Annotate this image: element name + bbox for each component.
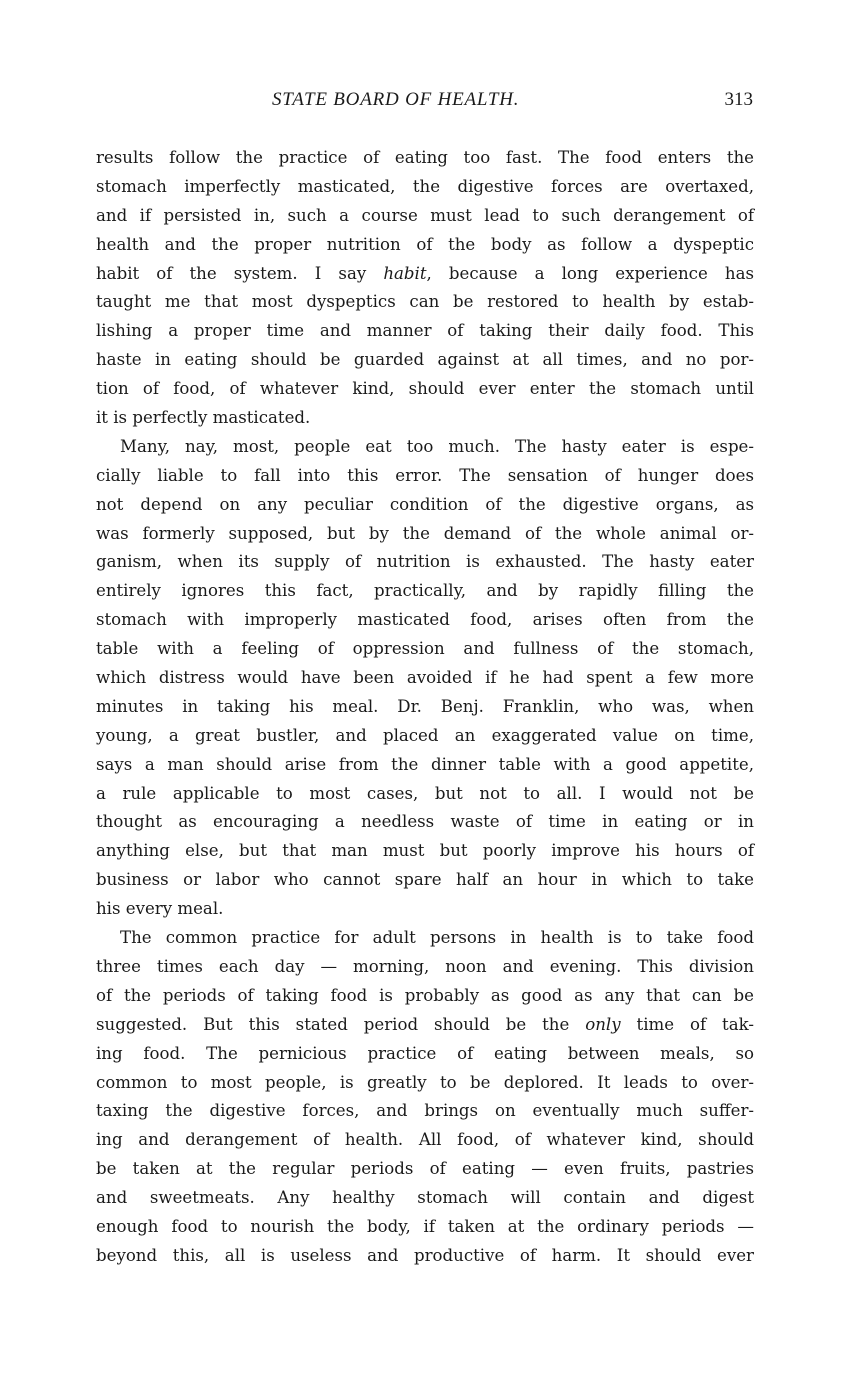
text-line: cially liable to fall into this error. The sensation of hunger does: [96, 465, 754, 485]
text-line: it is perfectly masticated.: [96, 408, 311, 428]
text-line: haste in eating should be guarded against at all times, and no por-: [96, 350, 754, 370]
text-line: a rule applicable to most cases, but not to all. I would not be: [96, 783, 754, 803]
text-line: taught me that most dyspeptics can be restored to health by estab-: [96, 292, 754, 312]
text-line: habit of the system. I say habit, because a long experience has: [96, 263, 754, 283]
text-line: three times each day — morning, noon and evening. This division: [96, 956, 754, 976]
text-line: says a man should arise from the dinner table with a good appetite,: [96, 754, 754, 774]
text-line: lishing a proper time and manner of taking their daily food. This: [96, 321, 754, 341]
text-line: was formerly supposed, but by the demand of the whole animal or-: [96, 523, 754, 543]
text-line: his every meal.: [96, 899, 224, 919]
text-line: Many, nay, most, people eat too much. The hasty eater is espe-: [120, 436, 754, 456]
text-line: ing and derangement of health. All food, of whatever kind, should: [96, 1130, 754, 1150]
text-line: business or labor who cannot spare half an hour in which to take: [96, 870, 754, 890]
text-line: tion of food, of whatever kind, should ever enter the stomach until: [96, 379, 754, 399]
paragraph: [96, 433, 754, 924]
text-line: entirely ignores this fact, practically, and by rapidly filling the: [96, 581, 754, 601]
text-line: and if persisted in, such a course must lead to such derangement of: [96, 205, 754, 225]
text-line: common to most people, is greatly to be deplored. It leads to over-: [96, 1072, 754, 1092]
text-line: ing food. The pernicious practice of eating between meals, so: [96, 1043, 754, 1063]
text-line: enough food to nourish the body, if taken at the ordinary periods —: [96, 1216, 754, 1236]
text-line: health and the proper nutrition of the body as follow a dyspeptic: [96, 234, 754, 254]
page-number: 313: [724, 89, 753, 110]
paragraph: [96, 144, 754, 433]
text-line: be taken at the regular periods of eating — even fruits, pastries: [96, 1159, 754, 1179]
text-line: stomach imperfectly masticated, the digestive forces are overtaxed,: [96, 176, 754, 196]
body-text: [96, 144, 754, 1271]
text-line: results follow the practice of eating too fast. The food enters the: [96, 148, 754, 167]
italic-word: only: [585, 1014, 621, 1034]
text-line: of the periods of taking food is probably as good as any that can be: [96, 985, 754, 1005]
text-line: not depend on any peculiar condition of the digestive organs, as: [96, 494, 754, 514]
text-line: beyond this, all is useless and productive of harm. It should ever: [96, 1245, 754, 1265]
paragraph: [96, 924, 754, 1271]
text-line: ganism, when its supply of nutrition is exhausted. The hasty eater: [96, 552, 754, 572]
text-line: The common practice for adult persons in health is to take food: [120, 928, 754, 948]
text-line: taxing the digestive forces, and brings on eventually much suffer-: [96, 1101, 754, 1121]
text-line: suggested. But this stated period should be the only time of tak-: [96, 1014, 754, 1034]
running-title: STATE BOARD OF HEALTH.: [272, 89, 520, 110]
text-line: stomach with improperly masticated food, arises often from the: [96, 610, 754, 630]
text-line: table with a feeling of oppression and fullness of the stomach,: [96, 639, 754, 659]
text-line: anything else, but that man must but poorly improve his hours of: [96, 841, 754, 861]
text-line: which distress would have been avoided if he had spent a few more: [96, 668, 754, 688]
text-line: thought as encouraging a needless waste of time in eating or in: [96, 812, 754, 832]
text-line: young, a great bustler, and placed an exaggerated value on time,: [96, 725, 754, 745]
text-line: and sweetmeats. Any healthy stomach will contain and digest: [96, 1188, 754, 1208]
italic-word: habit: [383, 263, 427, 283]
text-line: minutes in taking his meal. Dr. Benj. Franklin, who was, when: [96, 696, 754, 716]
